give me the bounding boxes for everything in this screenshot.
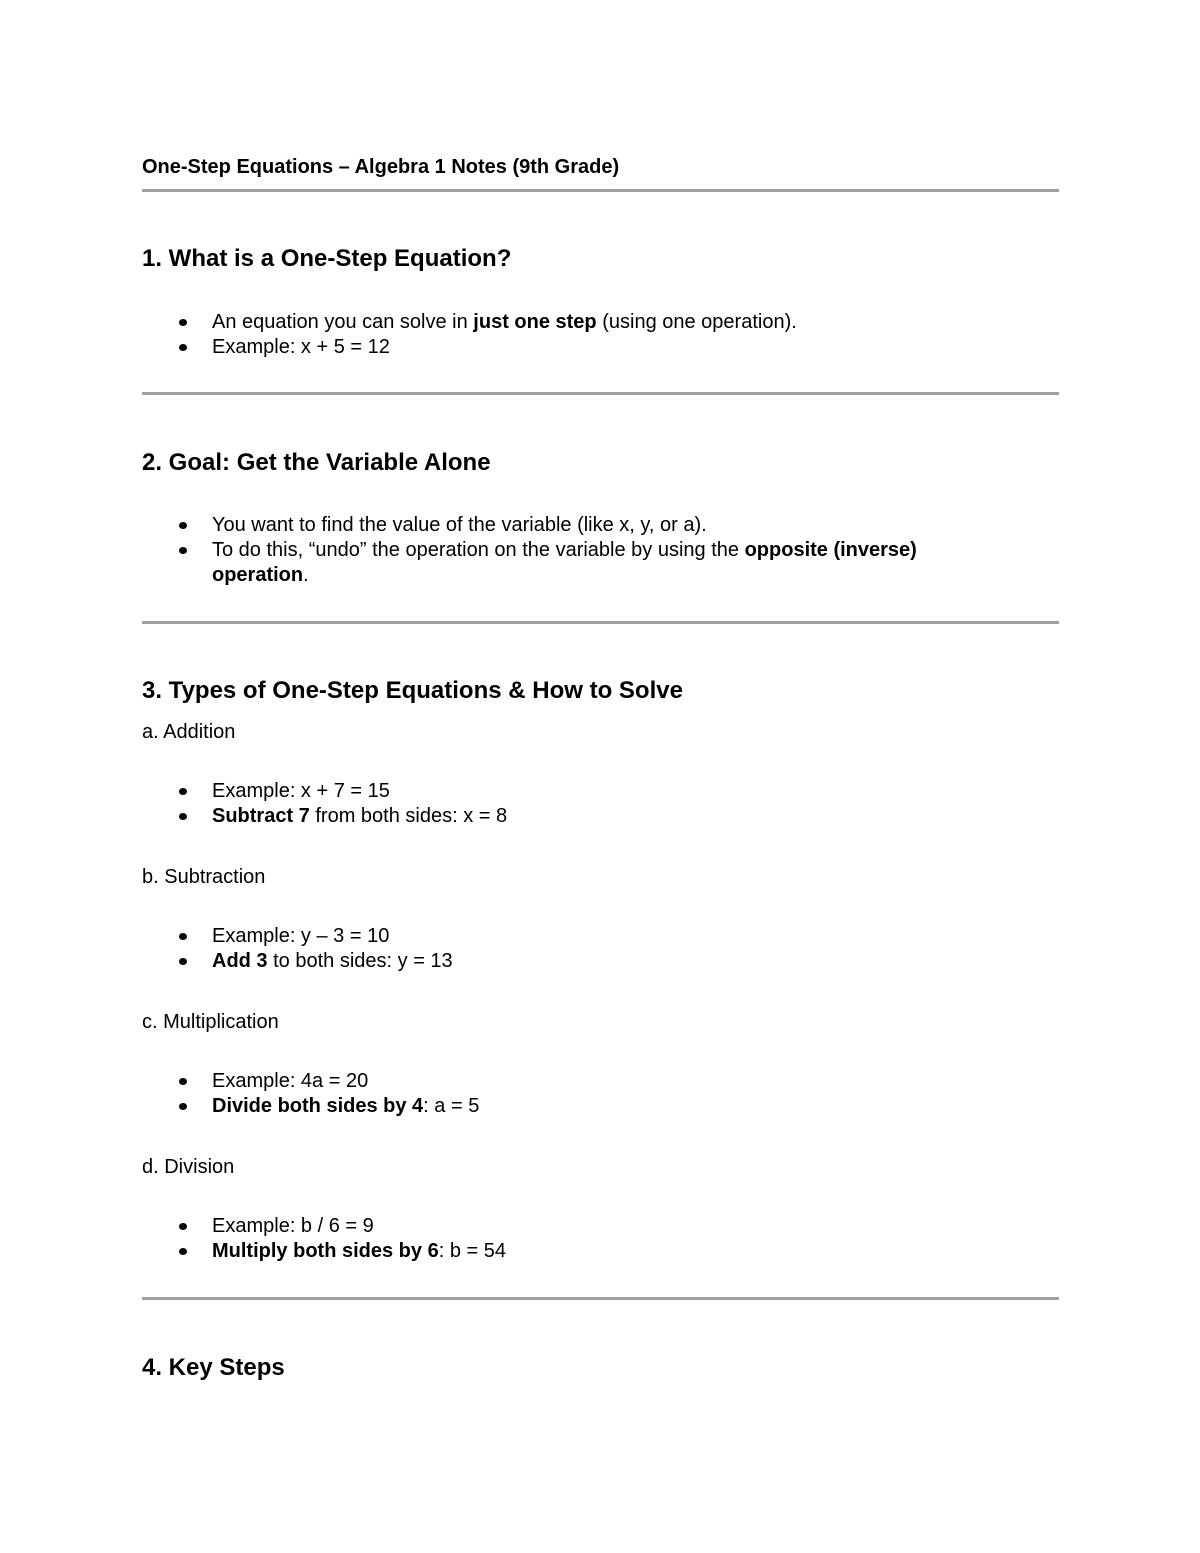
list-item: [142, 1239, 1059, 1264]
step-emphasis: Divide both sides by 4: [212, 1095, 424, 1117]
addition-list: [142, 779, 1059, 829]
section-divider: [142, 392, 1059, 395]
bullet-icon: [179, 344, 187, 351]
bullet-icon: [179, 958, 187, 965]
bullet-icon: [179, 319, 187, 326]
bullet-icon: [179, 788, 187, 795]
section-2-heading: 2. Goal: Get the Variable Alone: [142, 449, 491, 476]
bullet-icon: [179, 1223, 187, 1230]
bullet-text: Example: x + 5 = 12: [212, 336, 390, 358]
multiplication-list: [142, 1069, 1059, 1119]
example-text: Example: x + 7 = 15: [212, 780, 390, 802]
bullet-icon: [179, 1078, 187, 1085]
step-text: : b = 54: [438, 1240, 506, 1262]
section-3-heading: 3. Types of One-Step Equations & How to Solve: [142, 677, 683, 704]
section-1-list: [142, 310, 1059, 360]
bullet-icon: [179, 522, 187, 529]
list-item: [142, 538, 1059, 588]
section-divider: [142, 621, 1059, 624]
list-item: [142, 335, 1059, 360]
list-item: [142, 949, 1059, 974]
list-item: [142, 513, 1059, 538]
section-4-heading: 4. Key Steps: [142, 1354, 285, 1381]
subtraction-list: [142, 924, 1059, 974]
bullet-emphasis: just one step: [473, 311, 597, 333]
list-item: [142, 1094, 1059, 1119]
bullet-icon: [179, 933, 187, 940]
bullet-text: (using one operation).: [596, 311, 797, 333]
subtraction-label: b. Subtraction: [142, 866, 266, 888]
list-item: [142, 804, 1059, 829]
bullet-text: An equation you can solve in: [212, 311, 474, 333]
bullet-icon: [179, 547, 187, 554]
list-item: [142, 1214, 1059, 1239]
addition-label: a. Addition: [142, 721, 236, 743]
example-text: Example: 4a = 20: [212, 1070, 369, 1092]
step-emphasis: Multiply both sides by 6: [212, 1240, 439, 1262]
division-label: d. Division: [142, 1156, 235, 1178]
step-emphasis: Add 3: [212, 950, 268, 972]
division-list: [142, 1214, 1059, 1264]
section-divider: [142, 189, 1059, 192]
bullet-icon: [179, 1103, 187, 1110]
bullet-text: To do this, “undo” the operation on the variable by using the: [212, 539, 745, 561]
section-divider: [142, 1297, 1059, 1300]
step-text: : a = 5: [423, 1095, 480, 1117]
list-item: [142, 1069, 1059, 1094]
bullet-emphasis: opposite (inverse) operation: [212, 539, 917, 586]
list-item: [142, 310, 1059, 335]
bullet-text: .: [303, 564, 309, 586]
step-text: to both sides: y = 13: [267, 950, 453, 972]
step-text: from both sides: x = 8: [309, 805, 508, 827]
multiplication-label: c. Multiplication: [142, 1011, 279, 1033]
example-text: Example: b / 6 = 9: [212, 1215, 374, 1237]
list-item: [142, 924, 1059, 949]
document-title: One-Step Equations – Algebra 1 Notes (9th Grade): [142, 156, 620, 178]
bullet-icon: [179, 1248, 187, 1255]
bullet-text: You want to find the value of the variable (like x, y, or a).: [212, 514, 707, 536]
bullet-icon: [179, 813, 187, 820]
step-emphasis: Subtract 7: [212, 805, 310, 827]
section-1-heading: 1. What is a One-Step Equation?: [142, 245, 512, 272]
section-2-list: [142, 513, 1059, 588]
example-text: Example: y – 3 = 10: [212, 925, 390, 947]
list-item: [142, 779, 1059, 804]
